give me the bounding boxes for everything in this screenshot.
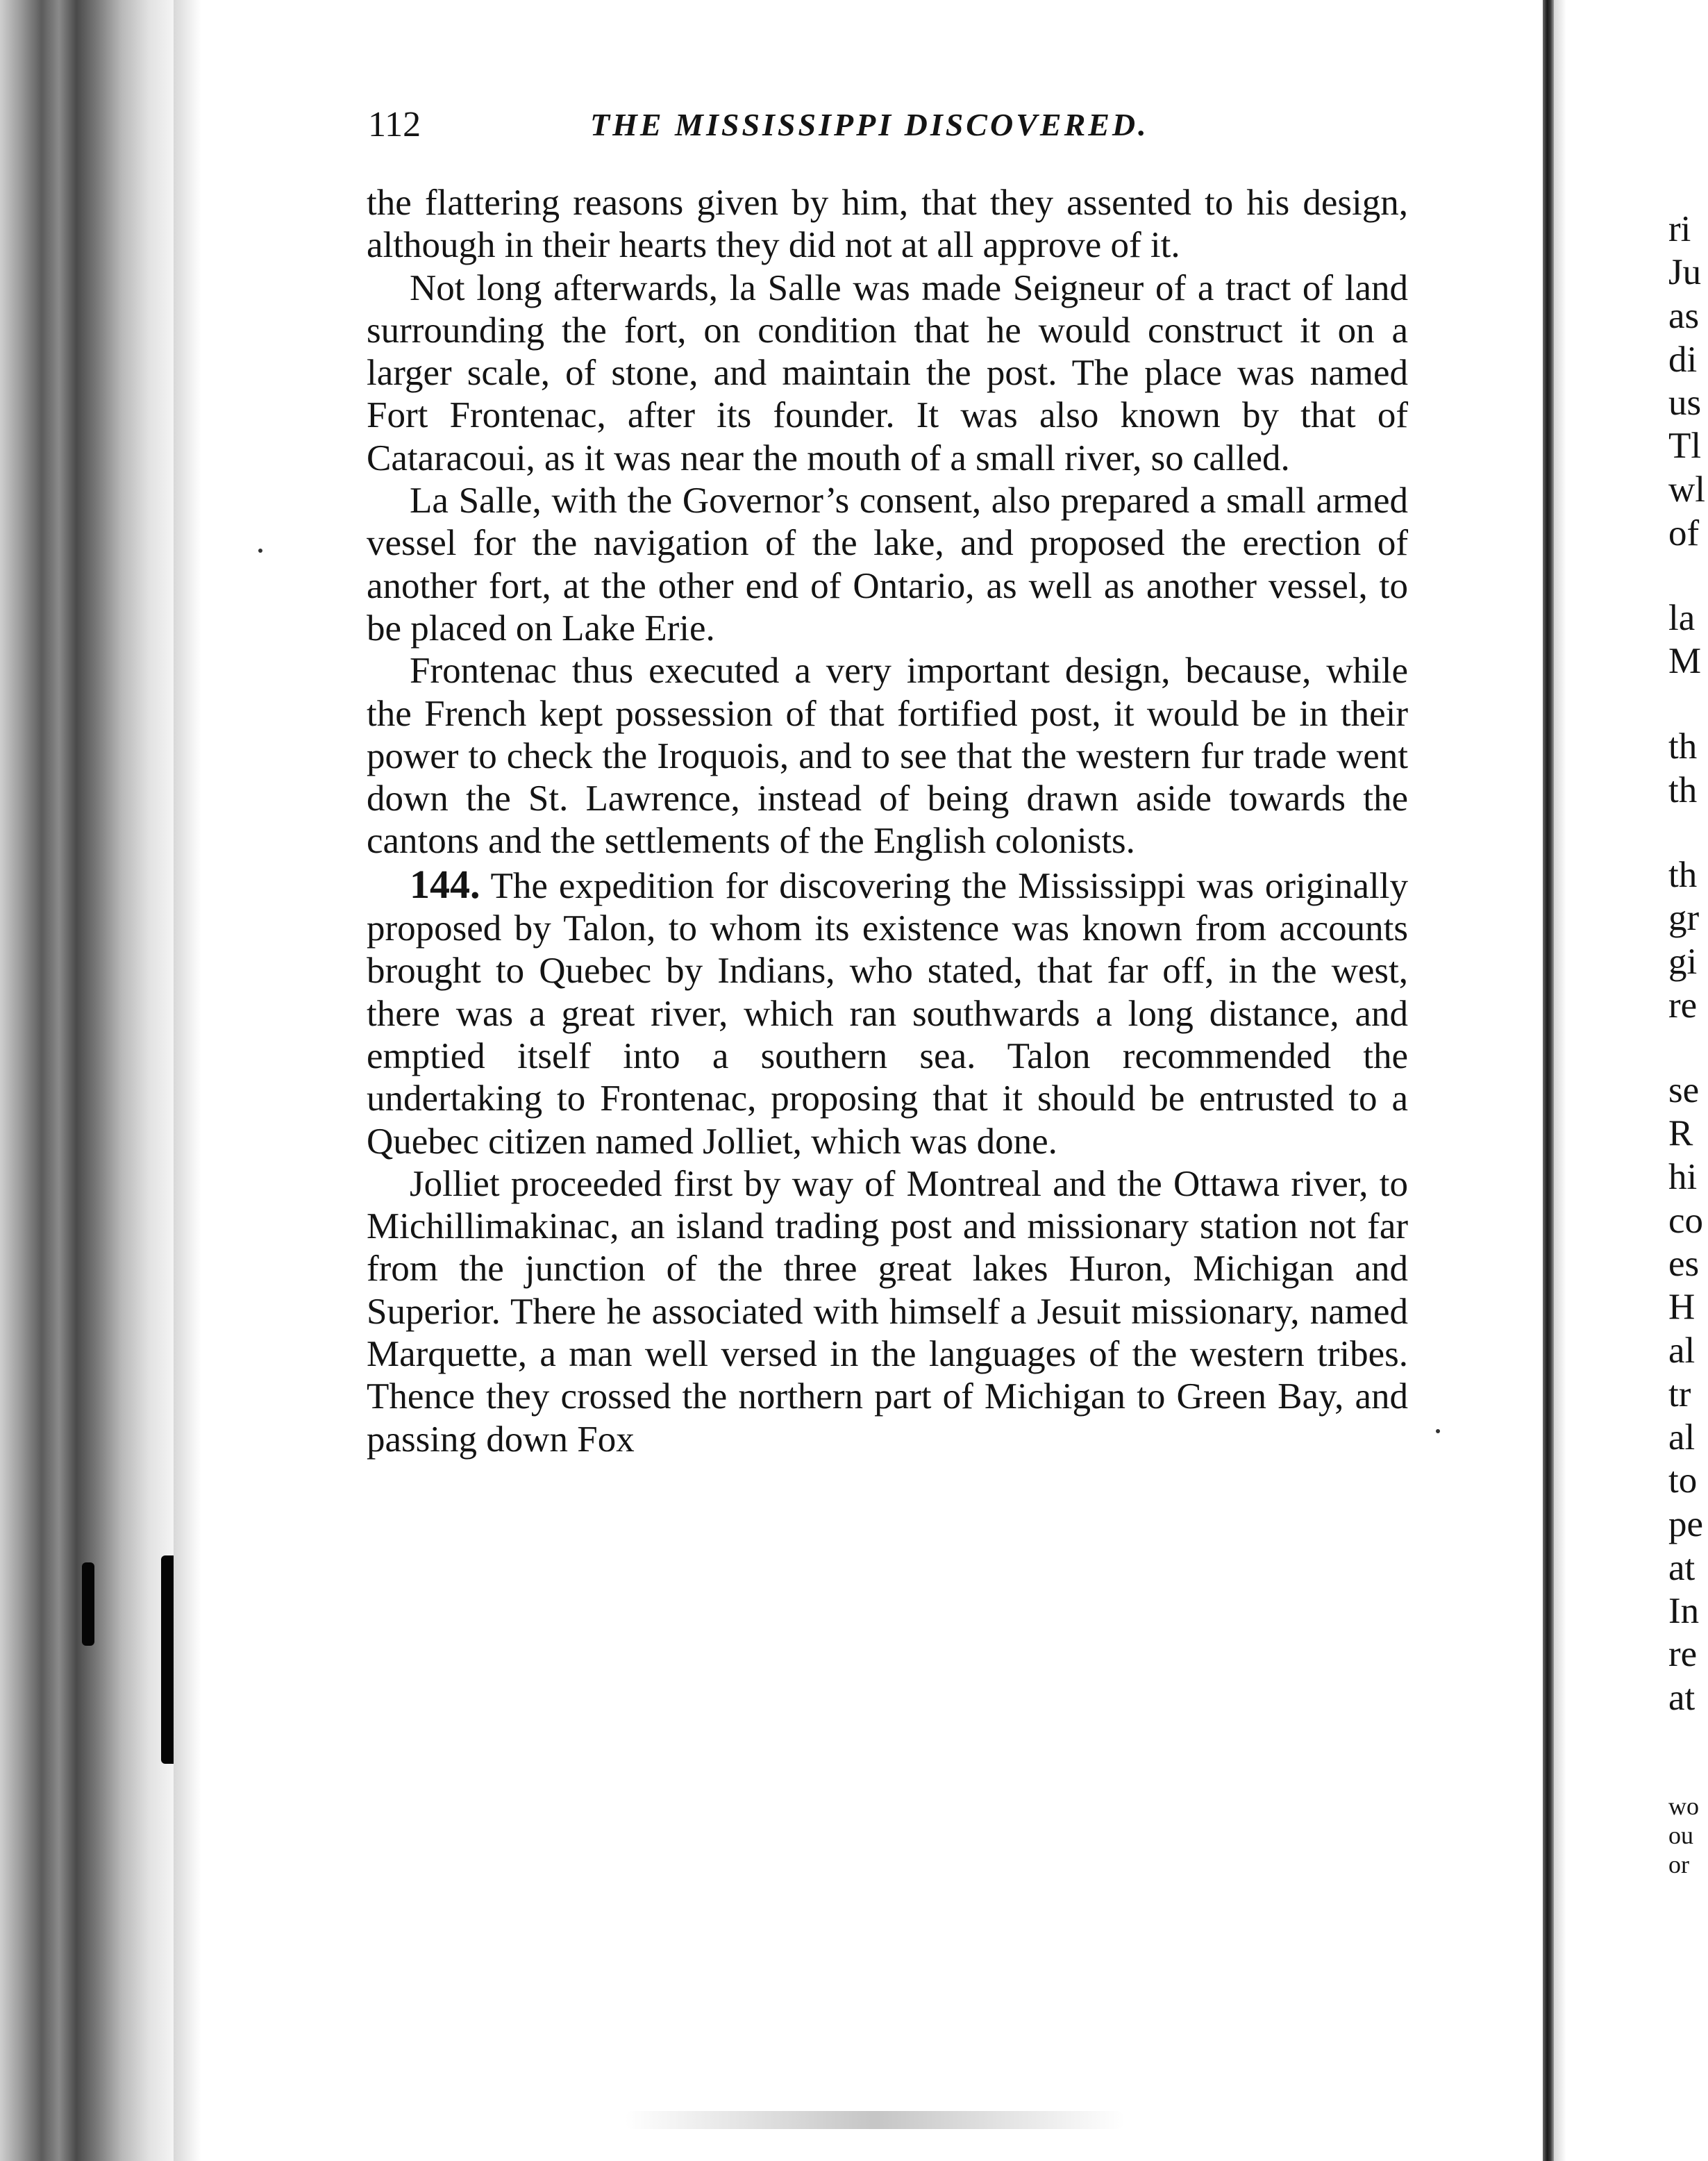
- book-binding: [0, 0, 174, 2161]
- page-number: 112: [368, 105, 421, 144]
- paragraph: La Salle, with the Governor’s consent, also prepared a small armed vessel for the navigation of the lake, and proposed the erection of another fort, at the other end of Ontario, as well as another vessel, to be placed on Lake Erie.: [367, 481, 1408, 649]
- next-page-line-fragment: wo: [1668, 1792, 1699, 1820]
- next-page-line-fragment: to: [1668, 1460, 1698, 1501]
- next-page-line-fragment: as: [1668, 296, 1700, 336]
- next-page-line-fragment: al: [1668, 1417, 1696, 1458]
- next-page-line-fragment: Ju: [1668, 252, 1702, 292]
- next-page-line-fragment: th: [1668, 726, 1698, 767]
- page-divider: [1543, 0, 1554, 2161]
- binding-shadow-mark-small: [82, 1562, 94, 1646]
- page-divider-gap: [1554, 0, 1566, 2161]
- next-page-line-fragment: at: [1668, 1548, 1696, 1588]
- paragraph-text: The expedition for discovering the Mississippi was originally proposed by Talon, to whom its existence was known from accounts brought to Quebec by Indians, who stated, that far off, in the west, there was a great river, which ran southwards a long distance, and emptied itself into a southern sea. Talon recommended the undertaking to Frontenac, proposing that it should be entrusted to a Quebec citizen named Jolliet, which was done.: [367, 865, 1409, 1162]
- next-page-line-fragment: of: [1668, 513, 1700, 553]
- next-page-line-fragment: ri: [1668, 209, 1691, 249]
- next-page-line-fragment: tr: [1668, 1374, 1691, 1415]
- paragraph: Frontenac thus executed a very important design, because, while the French kept possession of that fortified post, it would be in their power to check the Iroquois, and to see that the western fur trade went down the St. Lawrence, instead of being drawn aside towards the cantons and the settlements of the English colonists.: [367, 651, 1408, 862]
- next-page-line-fragment: us: [1668, 383, 1702, 423]
- paragraph: Not long afterwards, la Salle was made Seigneur of a tract of land surrounding the fort, on condition that he would construct it on a larger scale, of stone, and maintain the post. The place was named Fort Frontenac, after its founder. It was also known by that of Cataracoui, as it was near the mouth of a small river, so called.: [367, 267, 1408, 478]
- running-title: THE MISSISSIPPI DISCOVERED.: [590, 107, 1149, 142]
- next-page-line-fragment: la: [1668, 598, 1696, 638]
- next-page-line-fragment: th: [1668, 770, 1698, 810]
- running-head: [368, 97, 1423, 153]
- next-page-line-fragment: th: [1668, 855, 1698, 895]
- print-speck: [258, 549, 262, 553]
- paragraph: the flattering reasons given by him, that they assented to his design, although in their hearts they did not at all approve of it.: [367, 183, 1408, 266]
- page-edge-shadow: [174, 0, 201, 2161]
- paragraph: Jolliet proceeded first by way of Montreal and the Ottawa river, to Michillimakinac, an island trading post and missionary station not far from the junction of the three great lakes Huron, Michigan and Superior. There he associated with himself a Jesuit missionary, named Marquette, a man well versed in the languages of the western tribes. Thence they crossed the northern part of Michigan to Green Bay, and passing down Fox: [367, 1163, 1408, 1460]
- next-page-line-fragment: re: [1668, 985, 1698, 1026]
- next-page-line-fragment: se: [1668, 1070, 1700, 1110]
- next-page-line-fragment: M: [1668, 641, 1702, 681]
- next-page-line-fragment: H: [1668, 1287, 1696, 1327]
- next-page-line-fragment: wl: [1668, 469, 1705, 510]
- next-page-line-fragment: al: [1668, 1330, 1696, 1371]
- print-speck: [1436, 1429, 1440, 1433]
- next-page-line-fragment: R: [1668, 1113, 1693, 1153]
- next-page-line-fragment: at: [1668, 1678, 1696, 1718]
- next-page-line-fragment: re: [1668, 1634, 1698, 1674]
- next-page-line-fragment: gr: [1668, 898, 1700, 938]
- next-page-line-fragment: gi: [1668, 942, 1698, 982]
- next-page-line-fragment: co: [1668, 1201, 1704, 1241]
- section-paragraph: [367, 863, 1408, 1163]
- next-page-line-fragment: ou: [1668, 1821, 1693, 1849]
- section-number: 144.: [410, 861, 480, 907]
- main-text: [367, 182, 1408, 1461]
- next-page-line-fragment: hi: [1668, 1157, 1698, 1197]
- next-page-line-fragment: di: [1668, 340, 1698, 380]
- next-page-line-fragment: pe: [1668, 1504, 1704, 1544]
- next-page-line-fragment: or: [1668, 1851, 1689, 1878]
- next-page-line-fragment: es: [1668, 1244, 1700, 1284]
- bottom-print-smudge: [625, 2111, 1125, 2129]
- next-page-line-fragment: In: [1668, 1591, 1700, 1631]
- next-page-line-fragment: Tl: [1668, 426, 1702, 466]
